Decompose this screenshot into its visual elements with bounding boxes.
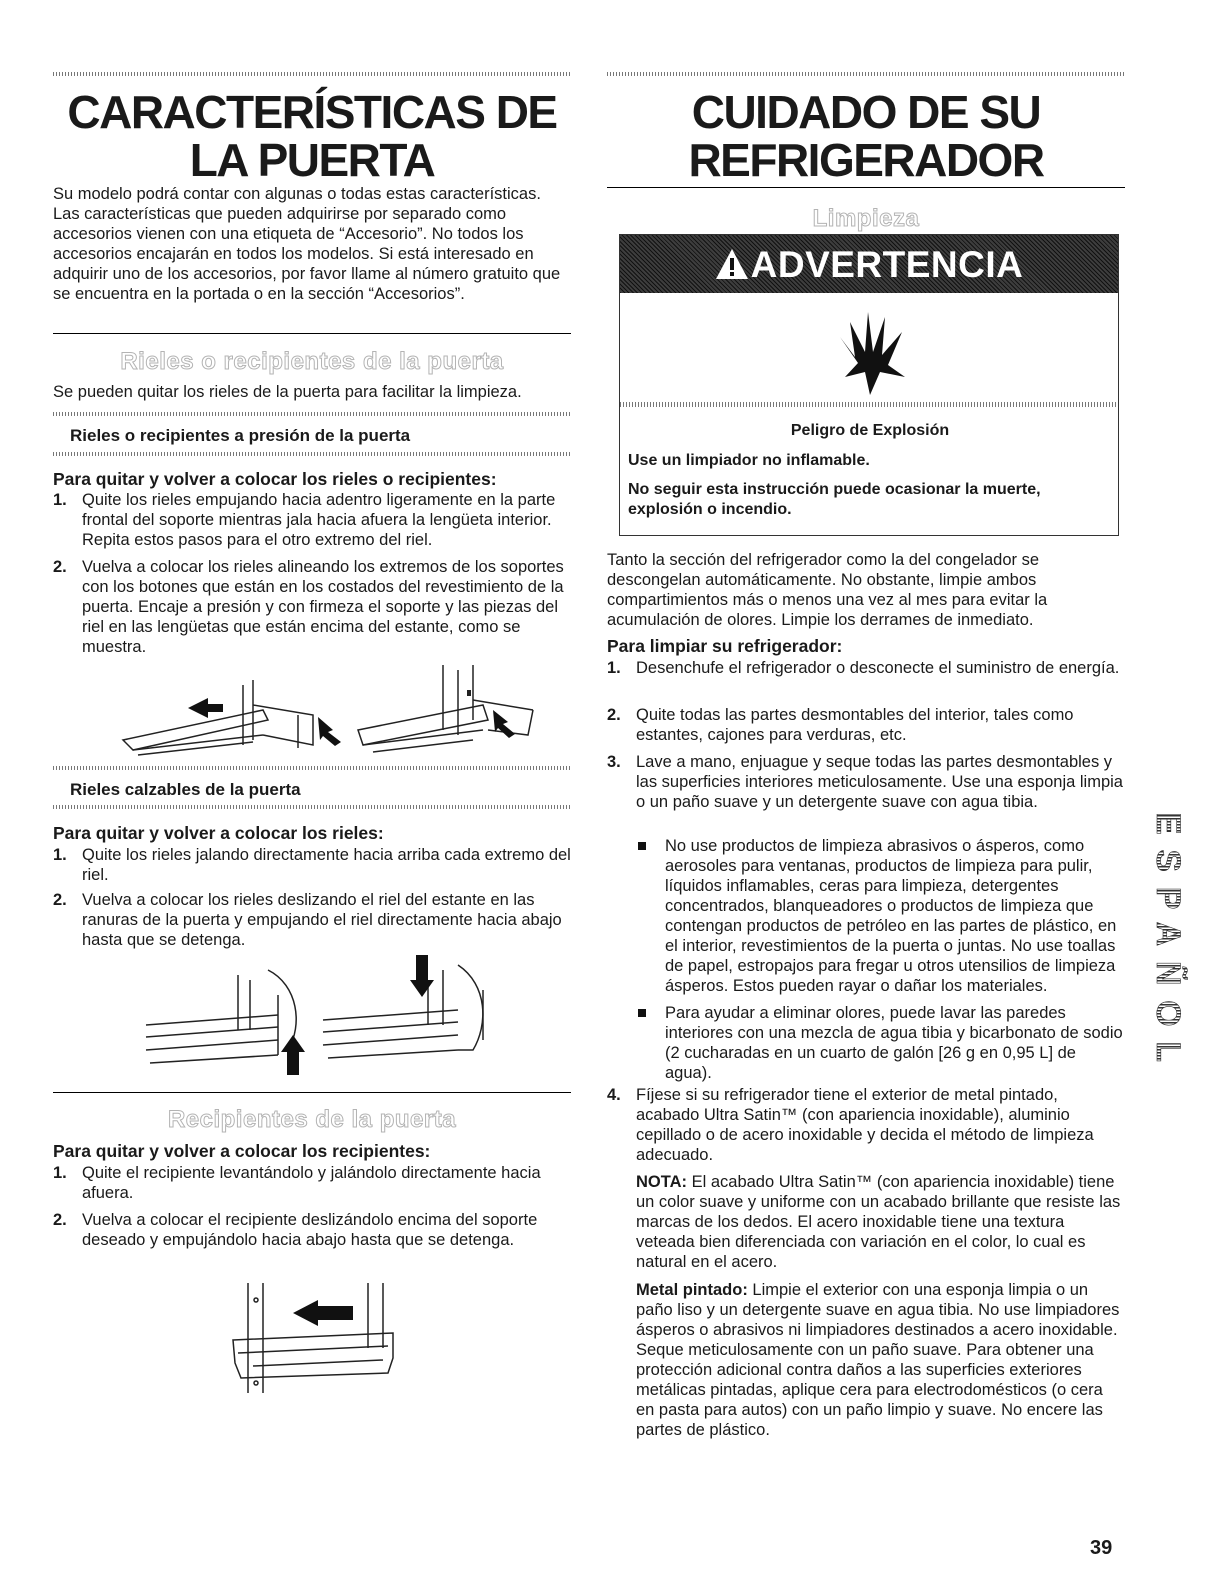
box1-step-1 bbox=[53, 490, 571, 550]
arrow-left-icon bbox=[188, 698, 223, 718]
section-title-cleaning: Limpieza bbox=[812, 205, 920, 232]
arrow-down-icon bbox=[410, 955, 434, 997]
cleaning-step-3 bbox=[607, 752, 1125, 812]
arrow-up-icon bbox=[281, 1035, 305, 1075]
nota-text: El acabado Ultra Satin™ (con apariencia inoxidable) tiene un color suave y uniforme con un acabado brillante que resiste las marcas de los dedos. El acero inoxidable tiene una textura veteada bien diferenciada con variación en el color, lo cual es natural en el acero. bbox=[636, 1173, 1121, 1271]
step-text: Fíjese si su refrigerador tiene el exterior de metal pintado, acabado Ultra Satin™ (con apariencia inoxidable), aluminio cepillado o de acero inoxidable y decida el método de limpieza adecuado. bbox=[636, 1086, 1094, 1164]
cleaning-step-4 bbox=[607, 1085, 1125, 1165]
step-number: 4. bbox=[607, 1086, 621, 1104]
box1-top-rule bbox=[53, 412, 571, 416]
cleaning-bullet-1 bbox=[638, 836, 1125, 996]
bullet-text: Para ayudar a eliminar olores, puede lavar las paredes interiores con una mezcla de agua tibia y bicarbonato de sodio (2 cucharadas en un cuarto de galón [26 g en 0,95 L] de agua). bbox=[665, 1004, 1123, 1082]
metal-text: Limpie el exterior con una esponja limpia o un paño liso y un detergente suave en agua tibia. No use limpiadores ásperos o abrasivos ni limpiadores destinados a acero inoxidable. Seque meticulosamente con un paño suave. Para obtener una protección adicional contra daños a las superficies exteriores metálicas pintadas, aplique cera para electrodomésticos (o cera en pasta para autos) con un paño limpio y suave. No encere las partes de plástico. bbox=[636, 1281, 1120, 1439]
step-text: Vuelva a colocar el recipiente deslizándolo encima del soporte deseado y empujándolo hacia abajo hasta que se detenga. bbox=[82, 1211, 538, 1249]
step-number: 1. bbox=[53, 1164, 67, 1182]
page-title-right-line1: CUIDADO DE SU bbox=[691, 86, 1041, 138]
section-divider-right bbox=[607, 187, 1125, 188]
step-text: Desenchufe el refrigerador o desconecte el suministro de energía. bbox=[636, 659, 1120, 677]
cleaning-intro: Tanto la sección del refrigerador como la del congelador se descongelan automáticamente. No obstante, limpie ambos compartimientos más o menos una vez al mes para evitar la acumulación de olores. Limpie los derrames de inmediato. bbox=[607, 551, 1048, 629]
arrow-out-icon bbox=[293, 1300, 353, 1326]
step-text: Vuelva a colocar los rieles deslizando el riel del estante en las ranuras de la puerta y empujando el riel directamente hacia abajo hasta que se detenga. bbox=[82, 891, 562, 949]
cleaning-step-1 bbox=[607, 658, 1125, 678]
section-divider bbox=[53, 333, 571, 334]
warning-triangle-icon bbox=[715, 248, 749, 280]
top-dotted-rule-right bbox=[607, 72, 1125, 76]
box1-bottom-rule bbox=[53, 452, 571, 456]
top-dotted-rule bbox=[53, 72, 571, 76]
warning-line-2: No seguir esta instrucción puede ocasionar la muerte, explosión o incendio. bbox=[628, 481, 1041, 518]
page-number: 39 bbox=[1090, 1537, 1113, 1559]
box1-instructions-title: Para quitar y volver a colocar los rieles o recipientes: bbox=[53, 469, 497, 489]
step-number: 2. bbox=[53, 558, 67, 576]
warning-box bbox=[619, 234, 1119, 536]
nota-paragraph bbox=[636, 1172, 1125, 1272]
door-bin-illustration bbox=[223, 1278, 403, 1398]
intro-paragraph: Su modelo podrá contar con algunas o todas estas características. Las características que pueden adquirirse por separado como accesorios vienen con una etiqueta de “Accesorio”. No todos los accesorios encajarán en todos los modelos. Si está interesado en adquirir uno de los accesorios, por favor llame al número gratuito que se encuentra en la portada o en la sección “Accesorios”. bbox=[53, 185, 561, 303]
step-text: Lave a mano, enjuague y seque todas las partes desmontables y las superficies interiores meticulosamente. Use una esponja limpia o un paño suave y un detergente suave con agua tibia. bbox=[636, 753, 1123, 811]
box2-title: Rieles calzables de la puerta bbox=[70, 780, 301, 799]
step-text: Quite los rieles jalando directamente hacia arriba cada extremo del riel. bbox=[82, 846, 571, 884]
box2-step-2 bbox=[53, 890, 571, 950]
warning-line-1: Use un limpiador no inflamable. bbox=[628, 452, 870, 469]
section-divider-2 bbox=[53, 1092, 571, 1093]
step-text: Vuelva a colocar los rieles alineando los extremos de los soportes con los botones que están en los costados del revestimiento de la puerta. Encaje a presión y con firmeza el soporte y las piezas del riel en las lengüetas que están encima del estante, como se muestra. bbox=[82, 558, 564, 656]
step-text: Quite los rieles empujando hacia adentro ligeramente en la parte frontal del soporte mientras jala hacia afuera la lengüeta interior. Repita estos pasos para el otro extremo del riel. bbox=[82, 491, 556, 549]
box2-top-rule bbox=[53, 766, 571, 770]
box2-instructions-title: Para quitar y volver a colocar los rieles: bbox=[53, 823, 384, 843]
section-title-door-rails: Rieles o recipientes de la puerta bbox=[120, 348, 504, 375]
step-number: 1. bbox=[607, 659, 621, 677]
warning-separator bbox=[620, 402, 1118, 407]
section2-instructions-title: Para quitar y volver a colocar los recipientes: bbox=[53, 1141, 431, 1161]
section2-step-2 bbox=[53, 1210, 571, 1250]
snap-rail-illustration bbox=[138, 955, 498, 1075]
bullet-icon bbox=[638, 1009, 646, 1017]
side-tab-text: ESPAÑOL bbox=[1149, 812, 1187, 1062]
page-title-left-line1: CARACTERÍSTICAS DE bbox=[67, 86, 557, 138]
section-title-door-bins: Recipientes de la puerta bbox=[167, 1106, 457, 1133]
warning-header bbox=[620, 235, 1118, 293]
box1-step-2 bbox=[53, 557, 571, 657]
pressure-rail-illustration bbox=[113, 660, 513, 760]
nota-label: NOTA: bbox=[636, 1173, 688, 1191]
metal-label: Metal pintado: bbox=[636, 1281, 748, 1299]
explosion-icon bbox=[830, 307, 910, 397]
arrow-press-icon bbox=[318, 717, 341, 746]
step-number: 2. bbox=[607, 706, 621, 724]
section-text-door-rails: Se pueden quitar los rieles de la puerta para facilitar la limpieza. bbox=[53, 383, 522, 401]
metal-paragraph bbox=[636, 1280, 1125, 1440]
box2-bottom-rule bbox=[53, 805, 571, 809]
step-number: 2. bbox=[53, 891, 67, 909]
box1-title: Rieles o recipientes a presión de la puerta bbox=[70, 426, 411, 445]
page-title-left-line2: LA PUERTA bbox=[189, 134, 435, 186]
page-title-right-line2: REFRIGERADOR bbox=[688, 134, 1044, 186]
step-number: 2. bbox=[53, 1211, 67, 1229]
section2-step-1 bbox=[53, 1163, 571, 1203]
cleaning-instructions-title: Para limpiar su refrigerador: bbox=[607, 636, 843, 656]
bullet-icon bbox=[638, 842, 646, 850]
warning-header-text: ADVERTENCIA bbox=[750, 244, 1024, 285]
step-text: Quite el recipiente levantándolo y jalándolo directamente hacia afuera. bbox=[82, 1164, 541, 1202]
step-number: 1. bbox=[53, 491, 67, 509]
step-number: 3. bbox=[607, 753, 621, 771]
step-text: Quite todas las partes desmontables del interior, tales como estantes, cajones para verduras, etc. bbox=[636, 706, 1074, 744]
cleaning-bullet-2 bbox=[638, 1003, 1125, 1083]
cleaning-step-2 bbox=[607, 705, 1125, 745]
warning-hazard: Peligro de Explosión bbox=[790, 422, 950, 439]
arrow-press-icon-2 bbox=[493, 710, 515, 738]
language-side-tab bbox=[1131, 812, 1187, 1066]
bullet-text: No use productos de limpieza abrasivos o ásperos, como aerosoles para ventanas, productos de limpieza para pulir, líquidos inflamables, ceras para limpieza, detergentes concentrados, blanqueadores o productos de limpieza que contengan productos de petróleo en las partes de plástico, en el interior, revestimientos de la puerta o juntas. No use toallas de papel, estropajos para fregar u otros utensilios de limpieza ásperos. Estos pueden rayar o dañar los materiales. bbox=[665, 837, 1117, 995]
box2-step-1 bbox=[53, 845, 571, 885]
step-number: 1. bbox=[53, 846, 67, 864]
